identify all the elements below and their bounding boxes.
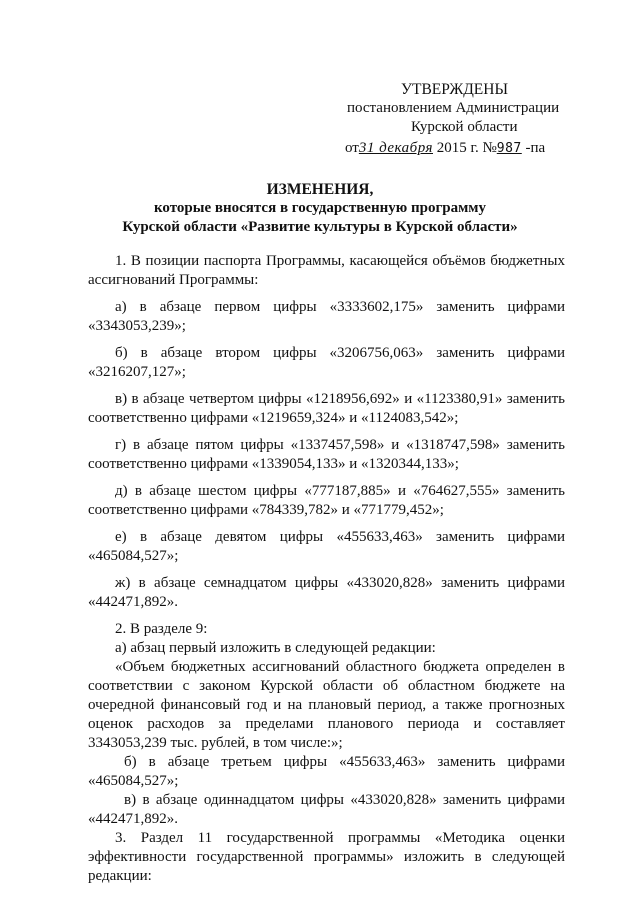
number-suffix: -па <box>521 140 546 156</box>
document-heading <box>60 180 580 237</box>
paragraph-1b: б) в абзаце втором цифры «3206756,063» заменить цифрами «3216207,127»; <box>88 345 565 380</box>
paragraph-3: 3. Раздел 11 государственной программы «Методика оценки эффективности государственной программы» изложить в следующей редакции: <box>88 830 565 884</box>
paragraph-1: 1. В позиции паспорта Программы, касающейся объёмов бюджетных ассигнований Программы: <box>88 253 565 288</box>
paragraph-1g: г) в абзаце пятом цифры «1337457,598» и «1318747,598» заменить соответственно цифрами «1339054,133» и «1320344,133»; <box>88 437 565 472</box>
paragraph-1v: в) в абзаце четвертом цифры «1218956,692» и «1123380,91» заменить соответственно цифрами «1219659,324» и «1124083,542»; <box>88 391 565 426</box>
date-prefix: от <box>345 140 359 156</box>
paragraph-2a: а) абзац первый изложить в следующей редакции: <box>115 640 436 656</box>
paragraph-2b: б) в абзаце третьем цифры «455633,463» заменить цифрами «465084,527»; <box>88 754 565 789</box>
heading-line-3: Курской области «Развитие культуры в Курской области» <box>122 219 518 235</box>
paragraph-1e: е) в абзаце девятом цифры «455633,463» заменить цифрами «465084,527»; <box>88 529 565 564</box>
paragraph-1d: д) в абзаце шестом цифры «777187,885» и «764627,555» заменить соответственно цифрами «784339,782» и «771779,452»; <box>88 483 565 518</box>
handwritten-date: 31 декабря <box>358 140 433 156</box>
heading-line-2: которые вносятся в государственную программу <box>153 200 487 216</box>
paragraph-1a: а) в абзаце первом цифры «3333602,175» заменить цифрами «3343053,239»; <box>88 299 565 334</box>
heading-title: ИЗМЕНЕНИЯ, <box>266 181 374 198</box>
paragraph-2: 2. В разделе 9: <box>115 621 208 637</box>
paragraph-1zh: ж) в абзаце семнадцатом цифры «433020,828» заменить цифрами «442471,892». <box>88 575 565 610</box>
approval-block <box>345 80 605 158</box>
date-year: 2015 г. № <box>433 140 497 156</box>
approval-line-region: Курской области <box>411 119 518 135</box>
approval-title: УТВЕРЖДЕНЫ <box>401 81 508 98</box>
approval-line-resolution: постановлением Администрации <box>347 100 560 116</box>
paragraph-2v: в) в абзаце одиннадцатом цифры «433020,828» заменить цифрами «442471,892». <box>88 792 565 827</box>
paragraph-2-quote: «Объем бюджетных ассигнований областного бюджета определен в соответствии с законом Курской области об областном бюджете на очередной финансовый год и на плановый период, а также прогнозных оценок расходов за пределами планового периода и составляет 3343053,239 тыс. рублей, в том числе:»; <box>88 659 565 751</box>
handwritten-number: 987 <box>496 141 522 156</box>
document-body <box>88 252 565 886</box>
approval-date-line <box>345 139 605 158</box>
